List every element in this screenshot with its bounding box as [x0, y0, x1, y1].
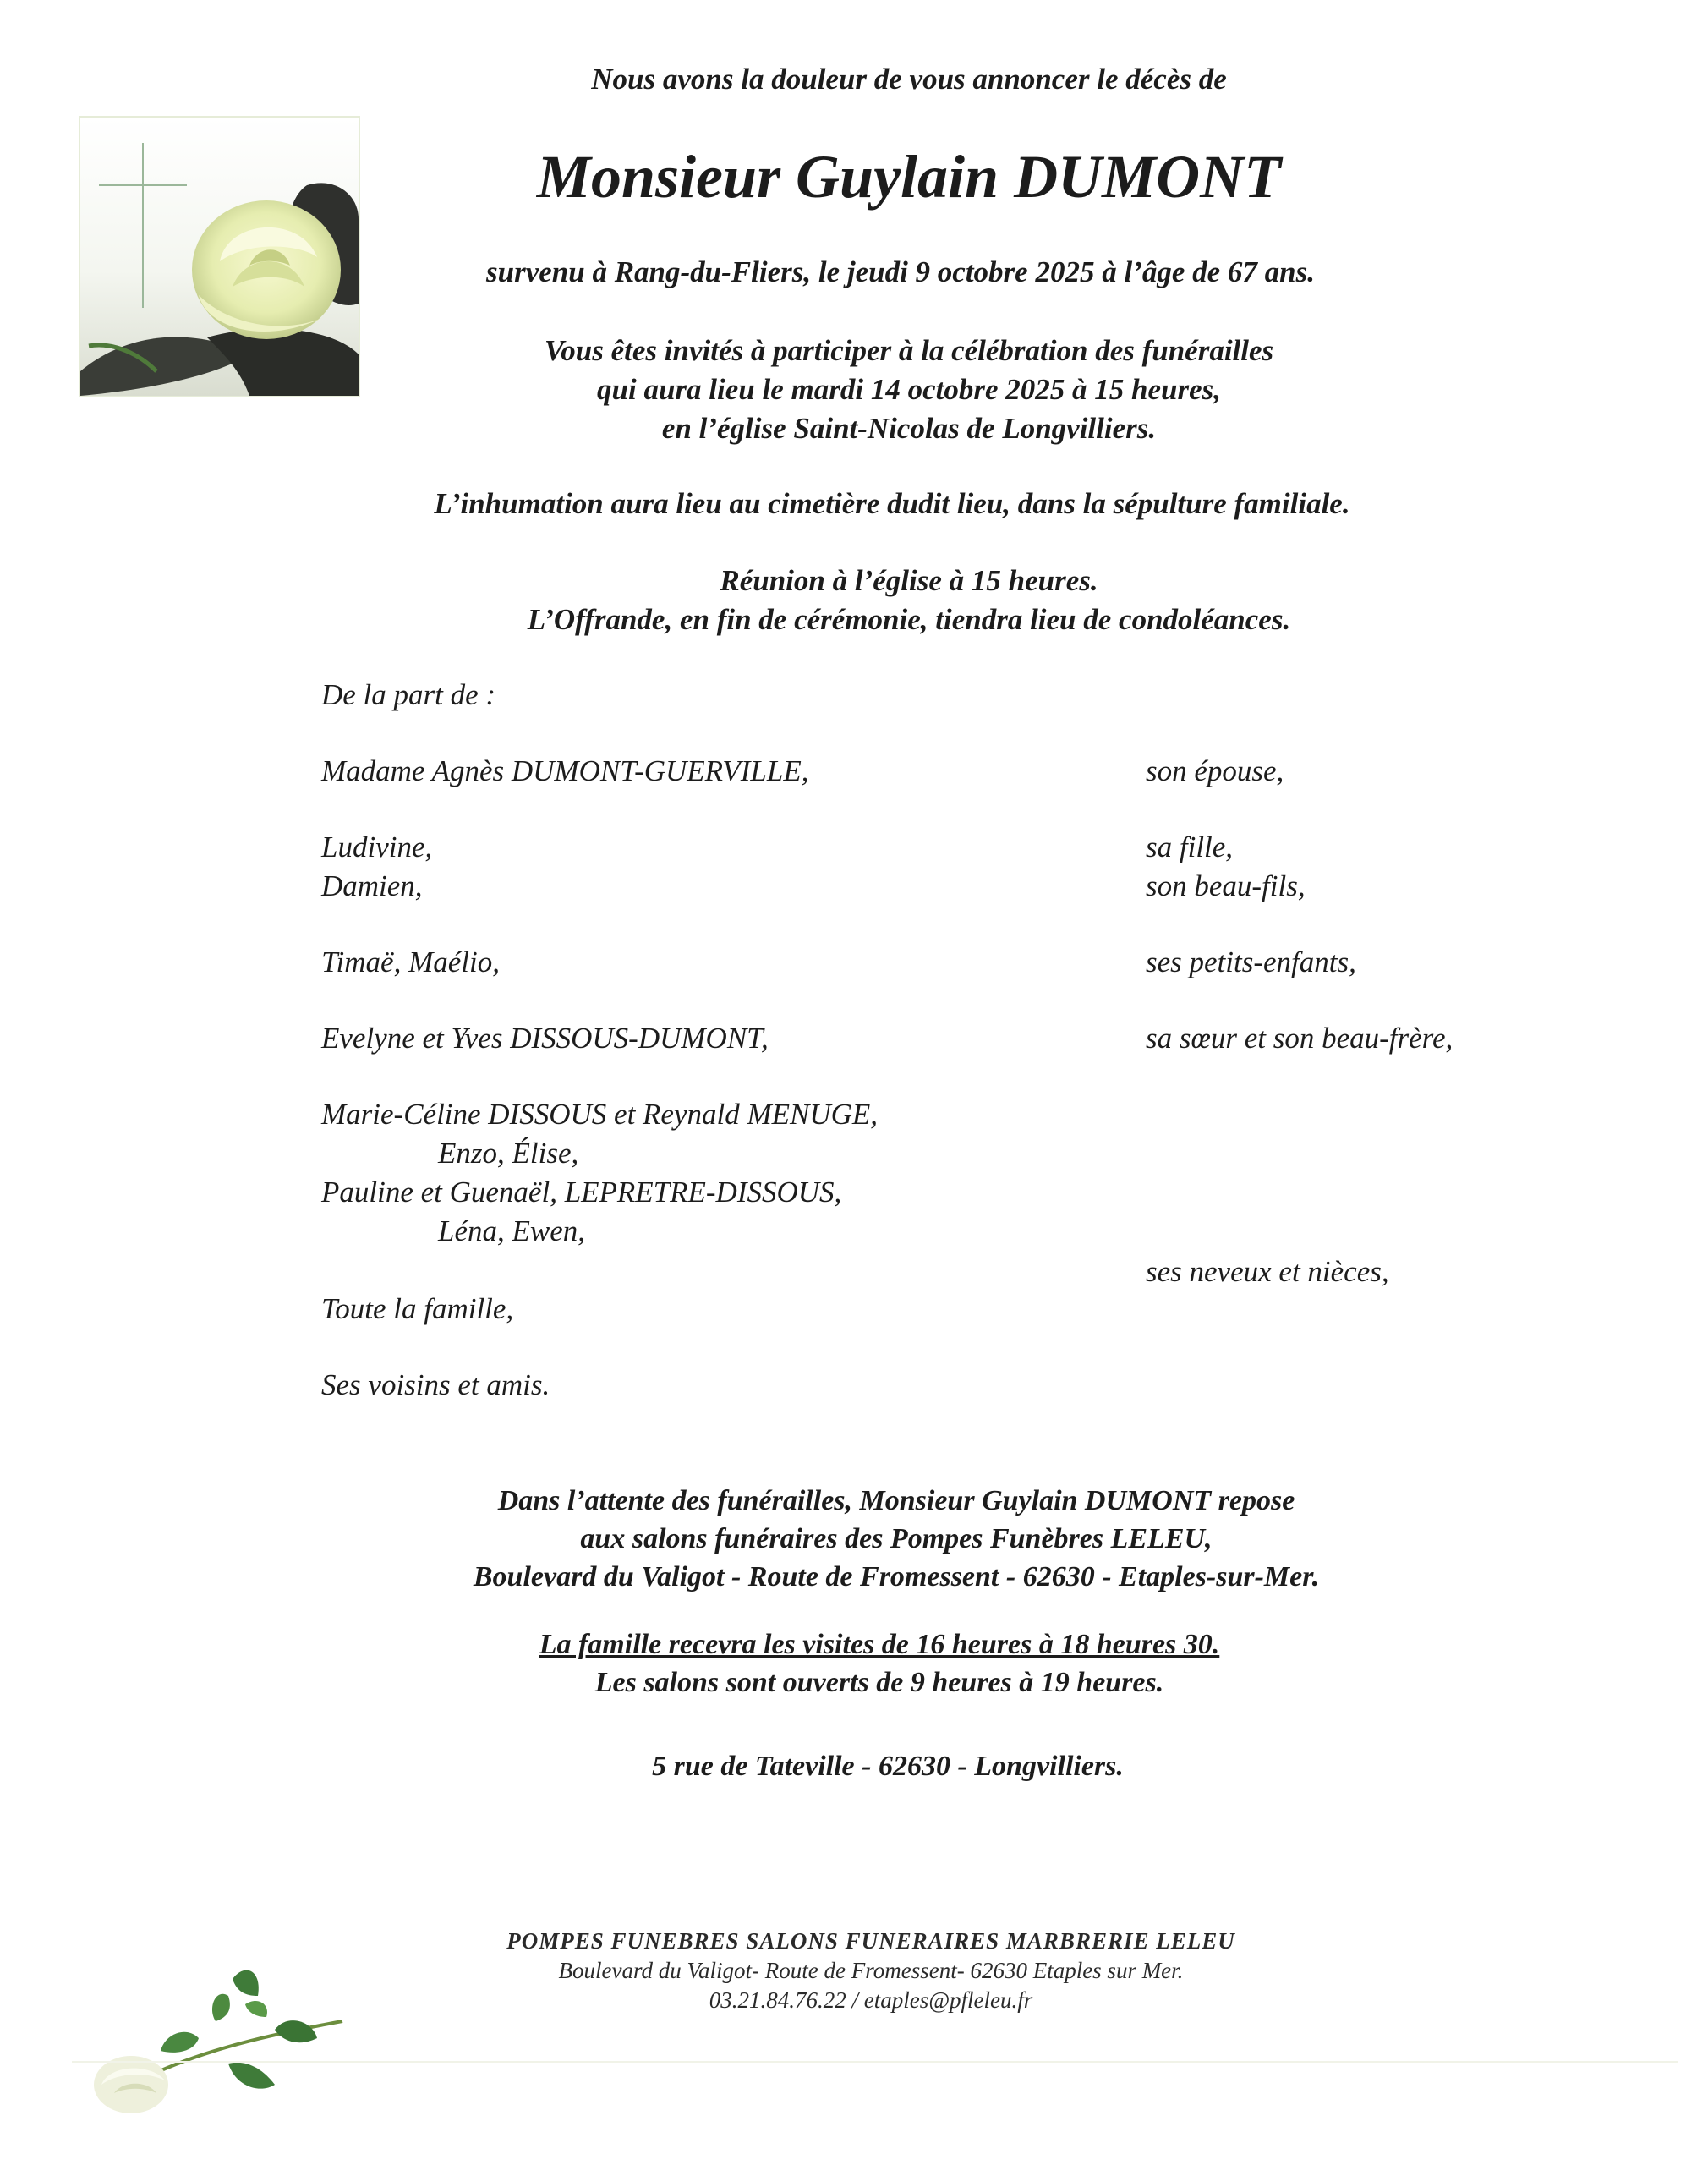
- salons-hours: Les salons sont ouverts de 9 heures à 19 heures.: [594, 1667, 1164, 1698]
- burial-info: L’inhumation aura lieu au cimetière dudit lieu, dans la sépulture familiale.: [434, 487, 1350, 520]
- repose-line: aux salons funéraires des Pompes Funèbres LELEU,: [580, 1523, 1213, 1554]
- repose-line: Boulevard du Valigot - Route de Fromessent - 62630 - Etaples-sur-Mer.: [473, 1561, 1320, 1592]
- family-member-relation: sa sœur et son beau-frère,: [1146, 1022, 1453, 1055]
- funeral-line: en l’église Saint-Nicolas de Longvilliers.: [661, 412, 1157, 445]
- rose-image: [80, 1945, 351, 2114]
- family-member-name: Toute la famille,: [321, 1292, 514, 1325]
- family-member-name: Léna, Ewen,: [438, 1214, 586, 1247]
- deceased-name: Monsieur Guylain DUMONT: [536, 143, 1282, 211]
- family-member-name: Pauline et Guenaël, LEPRETRE-DISSOUS,: [321, 1176, 842, 1209]
- meeting-info: [55, 562, 1708, 639]
- meeting-line: L’Offrande, en fin de cérémonie, tiendra lieu de condoléances.: [527, 603, 1291, 636]
- death-details: survenu à Rang-du-Fliers, le jeudi 9 octobre 2025 à l’âge de 67 ans.: [485, 255, 1316, 288]
- visits-hours-underlined: La famille recevra les visites de 16 heures à 18 heures 30.: [539, 1629, 1220, 1660]
- rose-icon: [80, 1945, 351, 2114]
- home-address: 5 rue de Tateville - 62630 - Longvilliers.: [652, 1751, 1124, 1782]
- funeral-invitation: [55, 332, 1708, 448]
- funeral-line: qui aura lieu le mardi 14 octobre 2025 à 15 heures,: [597, 373, 1221, 406]
- announcement-intro: Nous avons la douleur de vous annoncer le décès de: [591, 63, 1227, 96]
- family-member-name: Ses voisins et amis.: [321, 1368, 550, 1401]
- funeral-line: Vous êtes invités à participer à la célébration des funérailles: [544, 334, 1274, 367]
- family-intro: De la part de :: [321, 678, 496, 711]
- repose-line: Dans l’attente des funérailles, Monsieur Guylain DUMONT repose: [497, 1485, 1295, 1516]
- family-member-name: Marie-Céline DISSOUS et Reynald MENUGE,: [321, 1098, 879, 1131]
- family-member-relation: ses petits-enfants,: [1146, 945, 1356, 978]
- family-member-name: Enzo, Élise,: [438, 1137, 579, 1170]
- family-member-relation: son épouse,: [1146, 754, 1284, 787]
- family-member-name: Evelyne et Yves DISSOUS-DUMONT,: [321, 1022, 769, 1055]
- visits-info: [25, 1625, 1708, 1702]
- family-member-name: Madame Agnès DUMONT-GUERVILLE,: [321, 754, 809, 787]
- footer-company: POMPES FUNEBRES SALONS FUNERAIRES MARBRERIE LELEU: [506, 1928, 1235, 1954]
- divider: [72, 2061, 1678, 2063]
- footer-address: Boulevard du Valigot- Route de Fromessent- 62630 Etaples sur Mer.: [558, 1958, 1184, 1983]
- family-member-relation: sa fille,: [1146, 830, 1234, 863]
- repose-info: [42, 1482, 1708, 1596]
- family-member-name: Timaë, Maélio,: [321, 945, 500, 978]
- family-member-name: Damien,: [321, 869, 423, 902]
- meeting-line: Réunion à l’église à 15 heures.: [720, 564, 1098, 597]
- family-member-relation: son beau-fils,: [1146, 869, 1306, 902]
- footer-contact: 03.21.84.76.22 / etaples@pfleleu.fr: [709, 1987, 1033, 2013]
- family-member-relation: ses neveux et nièces,: [1146, 1255, 1389, 1288]
- family-member-name: Ludivine,: [321, 830, 433, 863]
